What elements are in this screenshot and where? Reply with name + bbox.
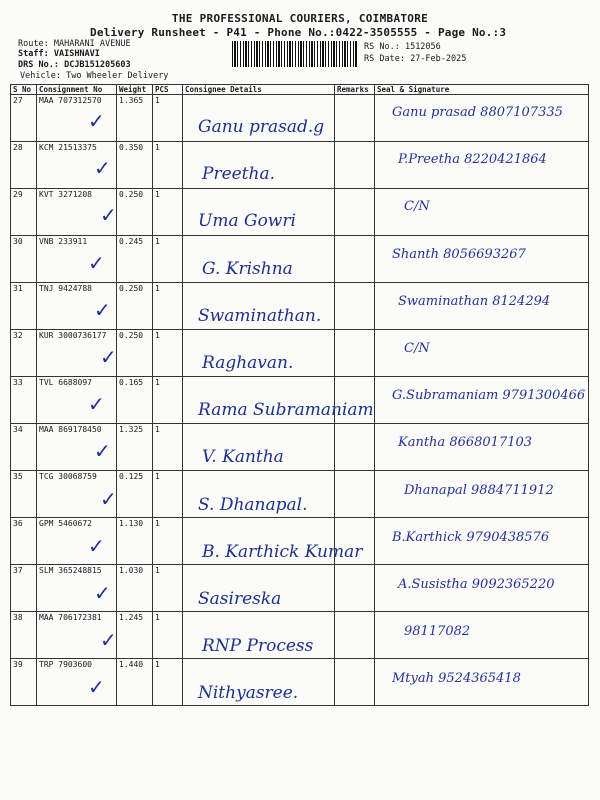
weight-cell: 0.250 xyxy=(117,283,153,330)
consignment-cell: KUR 3000736177 xyxy=(37,330,117,377)
delivery-tick-mark: ✓ xyxy=(100,345,117,369)
pcs-cell: 1 xyxy=(153,518,183,565)
weight-cell: 1.030 xyxy=(117,565,153,612)
handwritten-consignee-name: B. Karthick Kumar xyxy=(202,541,363,562)
vehicle-line: Vehicle: Two Wheeler Delivery xyxy=(20,71,169,81)
sno-cell: 32 xyxy=(11,330,37,377)
delivery-tick-mark: ✓ xyxy=(88,109,105,133)
col-pcs: PCS xyxy=(153,85,183,95)
handwritten-signature: Swaminathan 8124294 xyxy=(398,293,551,309)
delivery-tick-mark: ✓ xyxy=(94,297,111,322)
remarks-cell xyxy=(335,283,375,330)
handwritten-consignee-name: Sasireska xyxy=(198,589,282,609)
rs-date-line: RS Date: 27-Feb-2025 xyxy=(364,54,467,64)
staff-line: Staff: VAISHNAVI xyxy=(18,49,100,59)
company-name: THE PROFESSIONAL COURIERS, COIMBATORE xyxy=(171,12,429,25)
barcode xyxy=(232,41,357,67)
rs-no-line: RS No.: 1512056 xyxy=(364,42,441,52)
handwritten-consignee-name: Rama Subramaniam xyxy=(198,400,374,421)
remarks-cell xyxy=(335,659,375,706)
sno-cell: 29 xyxy=(11,189,37,236)
delivery-tick-mark: ✓ xyxy=(88,250,105,275)
handwritten-consignee-name: Swaminathan. xyxy=(198,305,322,326)
weight-cell: 0.125 xyxy=(117,471,153,518)
pcs-cell: 1 xyxy=(153,283,183,330)
handwritten-consignee-name: G. Krishna xyxy=(202,258,293,279)
table-row xyxy=(11,189,589,236)
handwritten-signature: 98117082 xyxy=(404,624,471,640)
pcs-cell: 1 xyxy=(153,142,183,189)
weight-cell: 0.250 xyxy=(117,189,153,236)
remarks-cell xyxy=(335,612,375,659)
handwritten-signature: Dhanapal 9884711912 xyxy=(404,482,554,498)
weight-cell: 0.165 xyxy=(117,377,153,424)
consignment-cell: KCM 21513375 xyxy=(37,142,117,189)
runsheet-title: Delivery Runsheet - P41 - Phone No.:0422-3505555 - Page No.:3 xyxy=(90,26,507,39)
handwritten-signature: Kantha 8668017103 xyxy=(398,435,533,451)
sno-cell: 36 xyxy=(11,518,37,565)
weight-cell: 1.325 xyxy=(117,424,153,471)
consignment-cell: TVL 6688097 xyxy=(37,377,117,424)
table-header-row xyxy=(11,85,589,95)
handwritten-signature: Mtyah 9524365418 xyxy=(392,671,521,687)
handwritten-consignee-name: V. Kantha xyxy=(202,447,284,468)
delivery-tick-mark: ✓ xyxy=(94,439,111,464)
remarks-cell xyxy=(335,330,375,377)
weight-cell: 1.440 xyxy=(117,659,153,706)
delivery-tick-mark: ✓ xyxy=(100,486,117,511)
col-weight: Weight xyxy=(117,85,153,95)
weight-cell: 1.365 xyxy=(117,95,153,142)
handwritten-consignee-name: Nithyasree. xyxy=(198,683,299,704)
delivery-tick-mark: ✓ xyxy=(88,392,105,417)
delivery-tick-mark: ✓ xyxy=(94,156,111,181)
consignment-cell: MAA 707312570 xyxy=(37,95,117,142)
consignment-cell: GPM 5460672 xyxy=(37,518,117,565)
consignment-cell: TRP 7903600 xyxy=(37,659,117,706)
remarks-cell xyxy=(335,142,375,189)
handwritten-consignee-name: S. Dhanapal. xyxy=(198,494,308,515)
remarks-cell xyxy=(335,95,375,142)
remarks-cell xyxy=(335,471,375,518)
delivery-tick-mark: ✓ xyxy=(100,203,117,228)
handwritten-signature: B.Karthick 9790438576 xyxy=(392,529,550,545)
col-signature: Seal & Signature xyxy=(375,85,589,95)
handwritten-signature: Ganu prasad 8807107335 xyxy=(392,105,563,120)
remarks-cell xyxy=(335,189,375,236)
weight-cell: 1.245 xyxy=(117,612,153,659)
sno-cell: 38 xyxy=(11,612,37,659)
col-sno: S No xyxy=(11,85,37,95)
delivery-tick-mark: ✓ xyxy=(94,581,111,605)
sno-cell: 39 xyxy=(11,659,37,706)
remarks-cell xyxy=(335,424,375,471)
delivery-tick-mark: ✓ xyxy=(88,533,105,558)
consignment-cell: MAA 869178450 xyxy=(37,424,117,471)
weight-cell: 1.130 xyxy=(117,518,153,565)
col-consignment: Consignment No xyxy=(37,85,117,95)
handwritten-consignee-name: Preetha. xyxy=(202,164,276,185)
consignment-cell: SLM 365248815 xyxy=(37,565,117,612)
handwritten-consignee-name: Ganu prasad.g xyxy=(198,117,325,137)
handwritten-signature: C/N xyxy=(404,341,430,356)
weight-cell: 0.245 xyxy=(117,236,153,283)
sno-cell: 33 xyxy=(11,377,37,424)
handwritten-consignee-name: Uma Gowri xyxy=(198,211,296,232)
pcs-cell: 1 xyxy=(153,377,183,424)
handwritten-signature: A.Susistha 9092365220 xyxy=(398,577,555,592)
table-row xyxy=(11,330,589,377)
consignment-cell: KVT 3271208 xyxy=(37,189,117,236)
col-consignee: Consignee Details xyxy=(183,85,335,95)
route-line: Route: MAHARANI AVENUE xyxy=(18,39,131,49)
remarks-cell xyxy=(335,565,375,612)
sno-cell: 27 xyxy=(11,95,37,142)
handwritten-consignee-name: Raghavan. xyxy=(202,353,294,373)
handwritten-signature: P.Preetha 8220421864 xyxy=(398,152,547,168)
consignment-cell: TCG 30068759 xyxy=(37,471,117,518)
delivery-tick-mark: ✓ xyxy=(88,675,105,700)
delivery-tick-mark: ✓ xyxy=(100,628,117,653)
pcs-cell: 1 xyxy=(153,612,183,659)
sno-cell: 37 xyxy=(11,565,37,612)
pcs-cell: 1 xyxy=(153,659,183,706)
handwritten-signature: G.Subramaniam 9791300466 xyxy=(392,388,586,404)
pcs-cell: 1 xyxy=(153,330,183,377)
consignment-cell: MAA 706172381 xyxy=(37,612,117,659)
col-remarks: Remarks xyxy=(335,85,375,95)
pcs-cell: 1 xyxy=(153,471,183,518)
sno-cell: 35 xyxy=(11,471,37,518)
pcs-cell: 1 xyxy=(153,95,183,142)
weight-cell: 0.350 xyxy=(117,142,153,189)
pcs-cell: 1 xyxy=(153,424,183,471)
handwritten-signature: Shanth 8056693267 xyxy=(392,246,526,262)
weight-cell: 0.250 xyxy=(117,330,153,377)
sno-cell: 31 xyxy=(11,283,37,330)
sno-cell: 34 xyxy=(11,424,37,471)
sno-cell: 30 xyxy=(11,236,37,283)
handwritten-signature: C/N xyxy=(404,199,430,215)
handwritten-consignee-name: RNP Process xyxy=(202,636,314,657)
consignment-cell: VNB 233911 xyxy=(37,236,117,283)
pcs-cell: 1 xyxy=(153,189,183,236)
remarks-cell xyxy=(335,236,375,283)
pcs-cell: 1 xyxy=(153,565,183,612)
sno-cell: 28 xyxy=(11,142,37,189)
drs-line: DRS No.: DCJB151205603 xyxy=(18,60,131,70)
consignment-cell: TNJ 9424788 xyxy=(37,283,117,330)
pcs-cell: 1 xyxy=(153,236,183,283)
